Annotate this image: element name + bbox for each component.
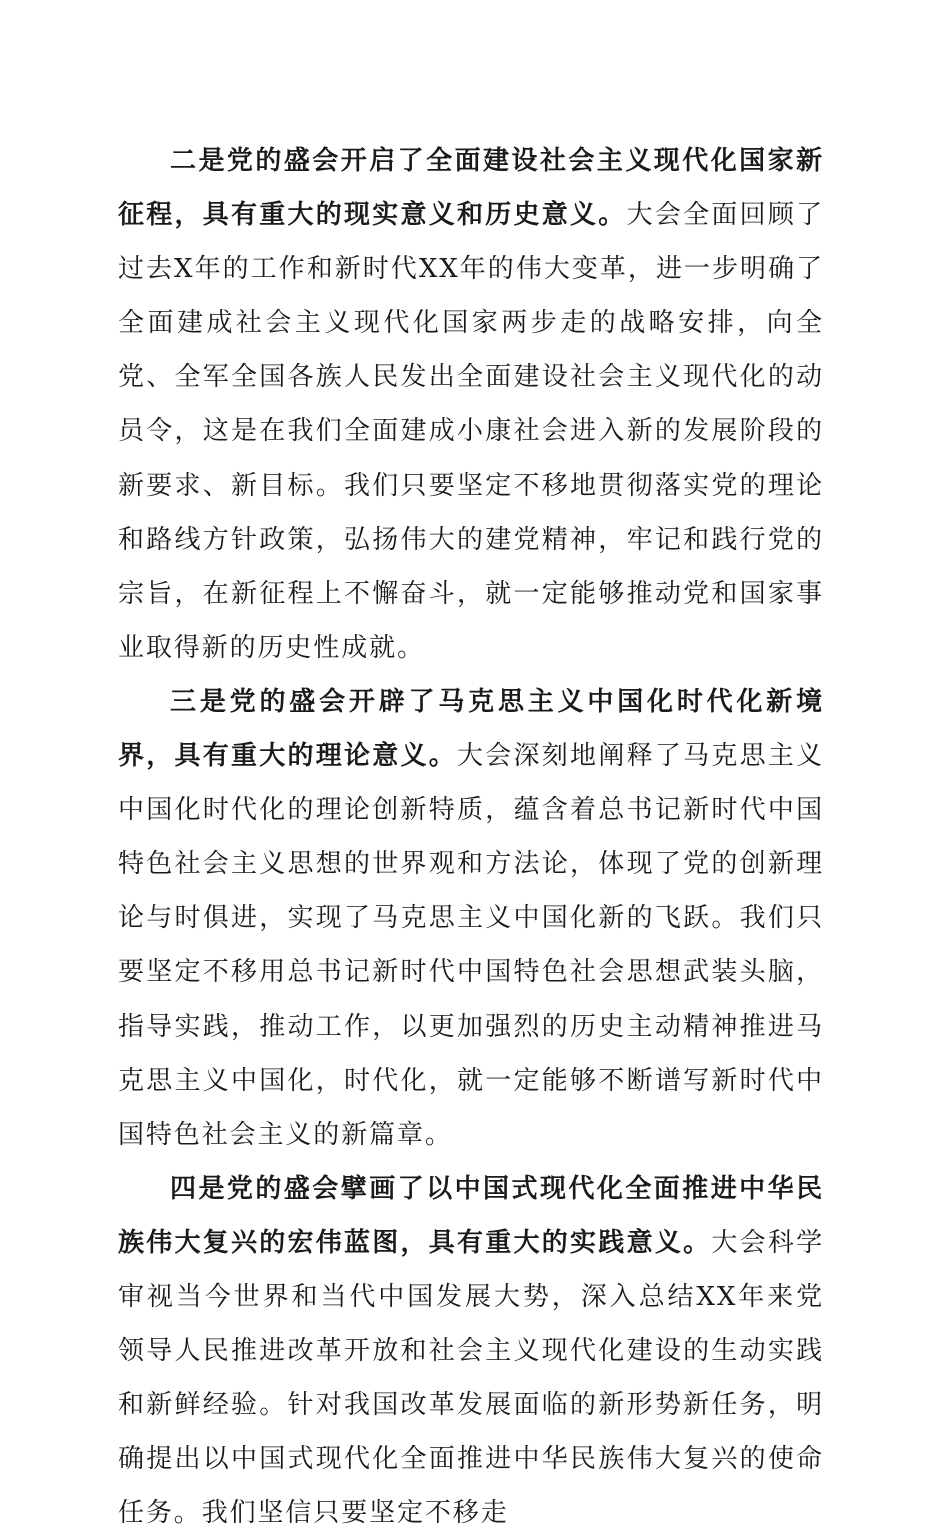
paragraph-body: 大会深刻地阐释了马克思主义中国化时代化的理论创新特质，蕴含着总书记新时代中国特色社会主义思想的世界观和方法论，体现了党的创新理论与时俱进，实现了马克思主义中国化新的飞跃。我们只要坚定不移用总书记新时代中国特色社会思想武装头脑，指导实践，推动工作，以更加强烈的历史主动精神推进马克思主义中国化，时代化，就一定能够不断谱写新时代中国特色社会主义的新篇章。 [118,741,824,1150]
document-body [118,134,824,1540]
paragraph-3 [118,675,824,1162]
paragraph-4 [118,1162,824,1540]
paragraph-lead: 三是党的盛会开辟了马克思主义中国化时代化新境界，具有重大的理论意义。 [118,686,824,772]
paragraph-lead: 四是党的盛会擘画了以中国式现代化全面推进中华民族伟大复兴的宏伟蓝图，具有重大的实践意义。 [118,1173,824,1258]
paragraph-2 [118,134,824,675]
paragraph-body: 大会科学审视当今世界和当代中国发展大势，深入总结XX年来党领导人民推进改革开放和社会主义现代化建设的生动实践和新鲜经验。针对我国改革发展面临的新形势新任务，明确提出以中国式现代化全面推进中华民族伟大复兴的使命任务。我们坚信只要坚定不移走 [118,1227,824,1529]
paragraph-body: 大会全面回顾了过去X年的工作和新时代XX年的伟大变革，进一步明确了全面建成社会主义现代化国家两步走的战略安排，向全党、全军全国各族人民发出全面建设社会主义现代化的动员令，这是在我们全面建成小康社会进入新的发展阶段的新要求、新目标。我们只要坚定不移地贯彻落实党的理论和路线方针政策，弘扬伟大的建党精神，牢记和践行党的宗旨，在新征程上不懈奋斗，就一定能够推动党和国家事业取得新的历史性成就。 [118,200,824,663]
paragraph-lead: 二是党的盛会开启了全面建设社会主义现代化国家新征程，具有重大的现实意义和历史意义。 [118,146,824,231]
